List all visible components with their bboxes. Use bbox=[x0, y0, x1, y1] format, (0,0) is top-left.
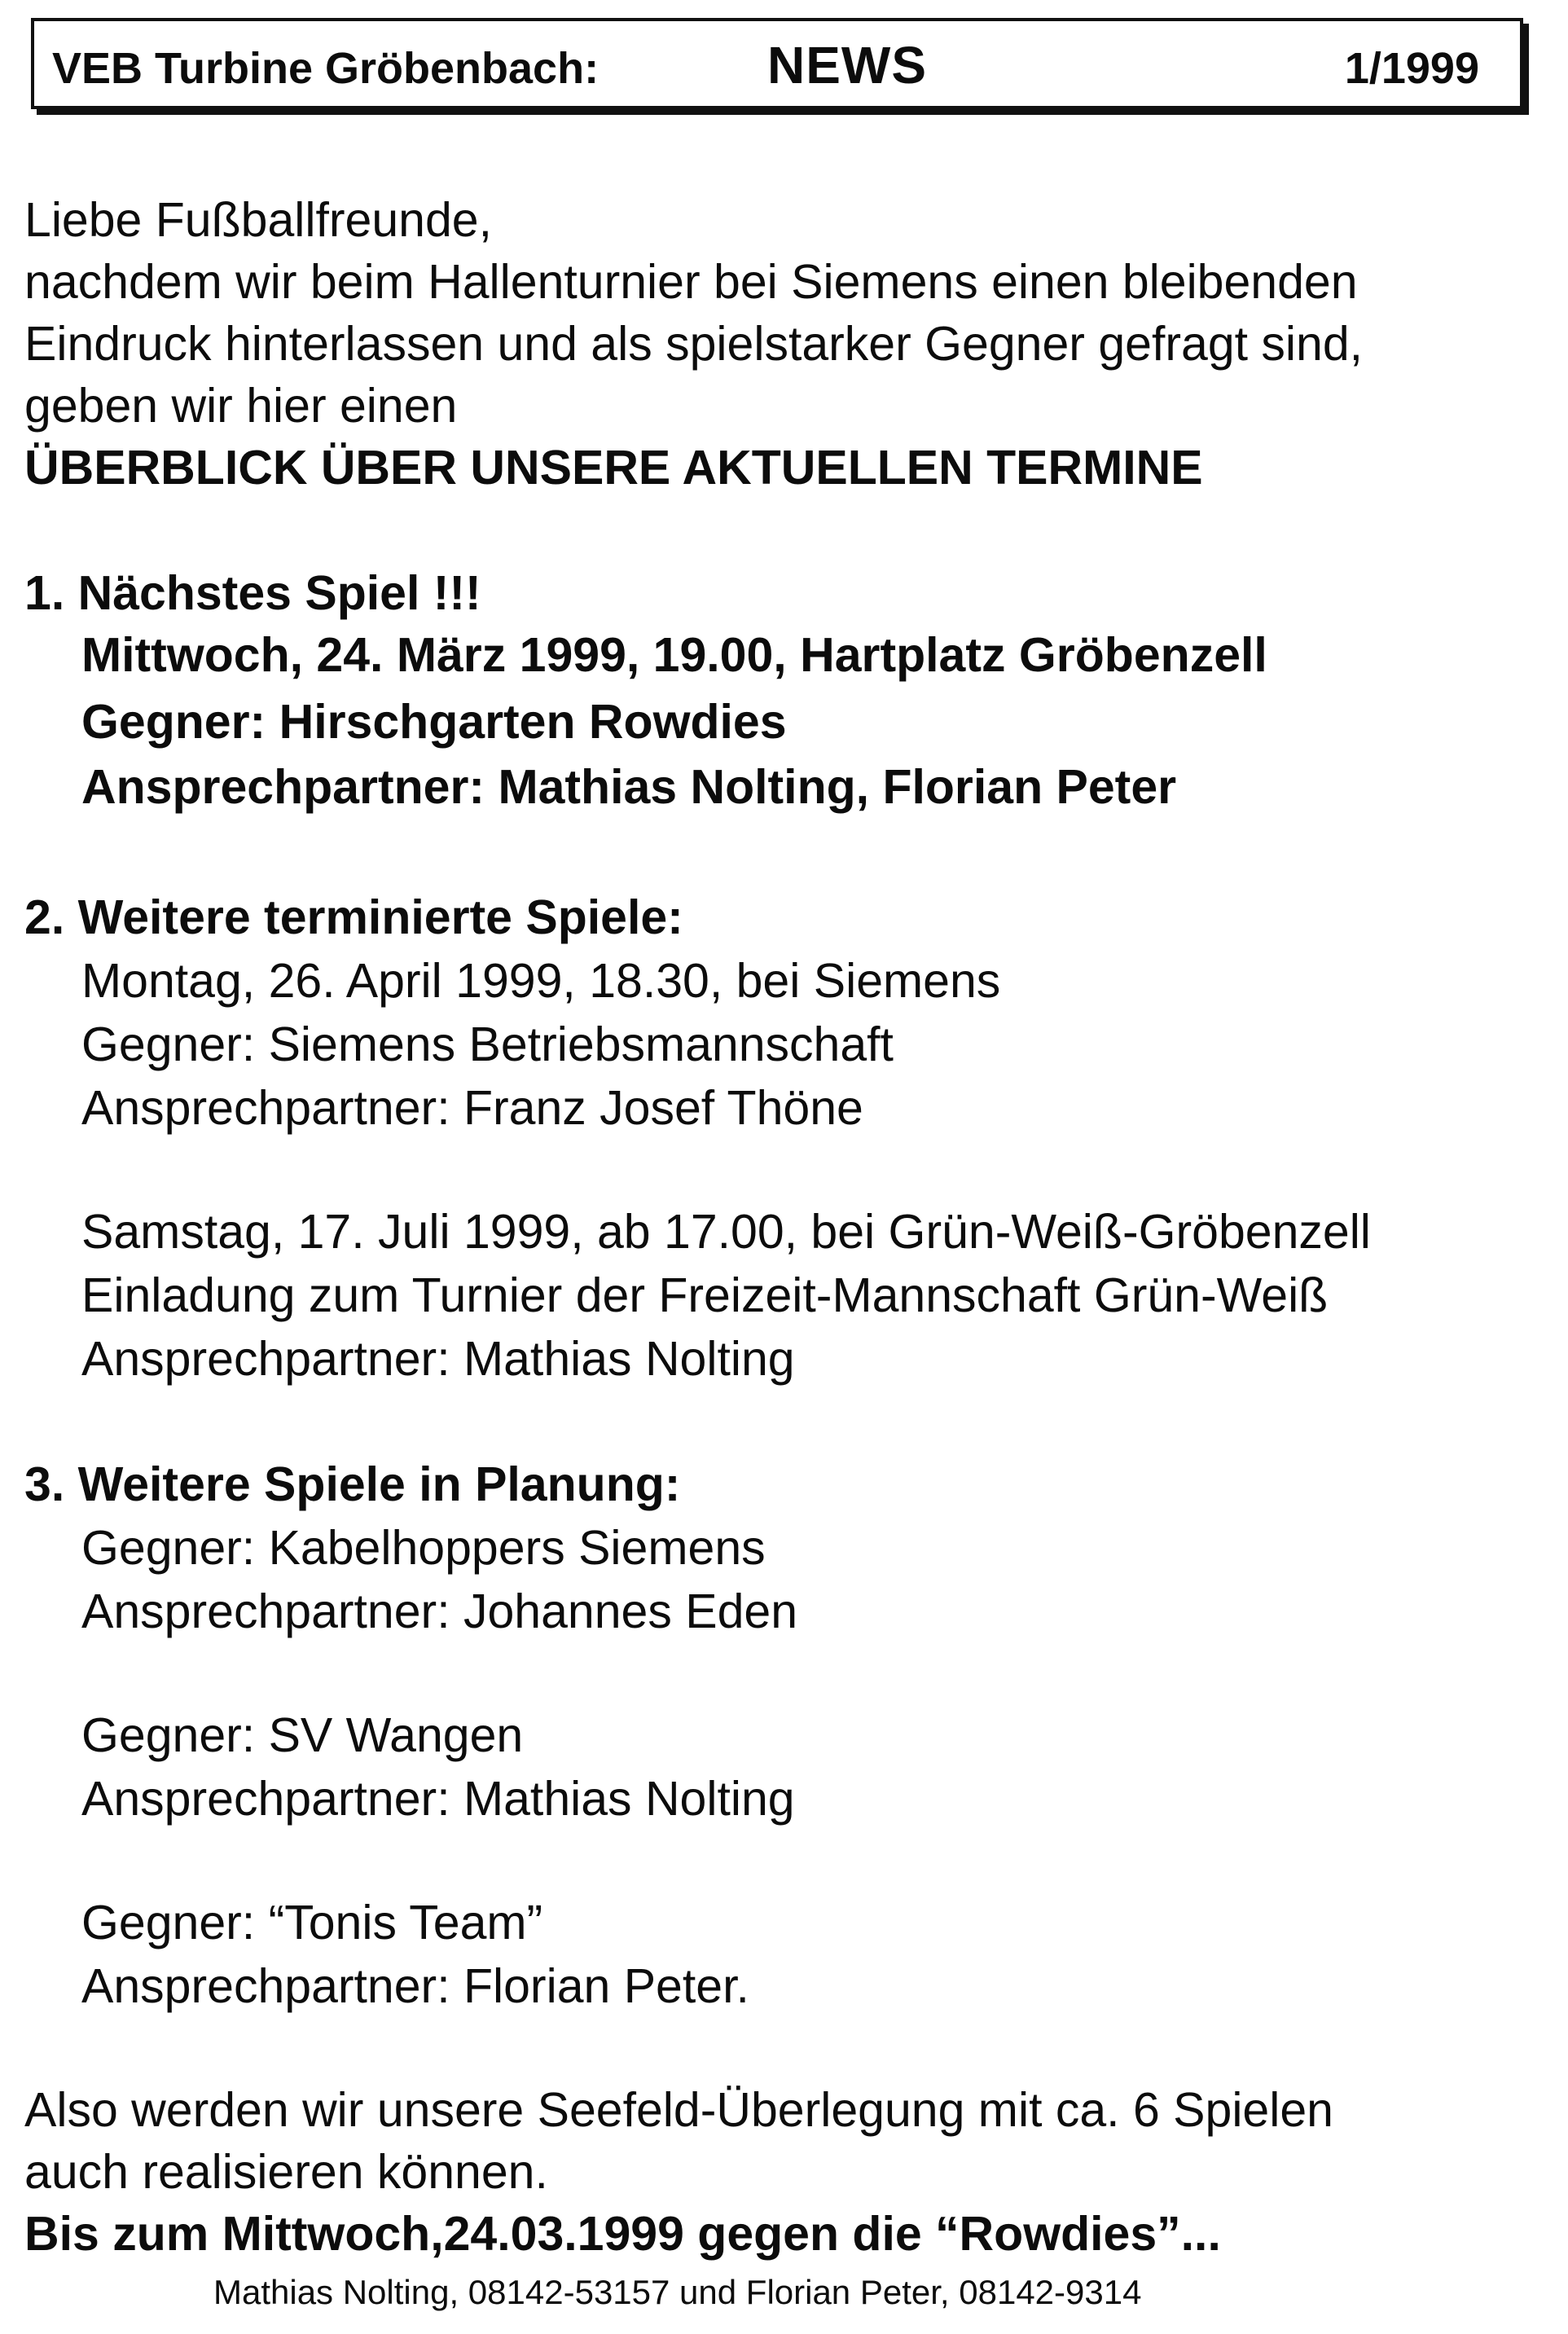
planned-game-1-opponent: Gegner: Kabelhoppers Siemens bbox=[81, 1521, 766, 1575]
next-game-contact: Ansprechpartner: Mathias Nolting, Florian Peter bbox=[81, 760, 1177, 814]
scheduled-game-2-date: Samstag, 17. Juli 1999, ab 17.00, bei Grün-Weiß-Gröbenzell bbox=[81, 1205, 1371, 1259]
planned-game-3-opponent: Gegner: “Tonis Team” bbox=[81, 1896, 543, 1949]
overview-headline: ÜBERBLICK ÜBER UNSERE AKTUELLEN TERMINE bbox=[24, 441, 1203, 494]
closing-line-2: auch realisieren können. bbox=[24, 2145, 548, 2199]
scheduled-game-2-contact: Ansprechpartner: Mathias Nolting bbox=[81, 1332, 795, 1386]
section-3-title: 3. Weitere Spiele in Planung: bbox=[24, 1457, 681, 1511]
newsletter-header bbox=[31, 18, 1523, 109]
issue-number: 1/1999 bbox=[1344, 44, 1479, 93]
closing-line-1: Also werden wir unsere Seefeld-Überlegung mit ca. 6 Spielen bbox=[24, 2083, 1333, 2137]
scheduled-game-1-contact: Ansprechpartner: Franz Josef Thöne bbox=[81, 1081, 863, 1135]
next-game-opponent: Gegner: Hirschgarten Rowdies bbox=[81, 695, 787, 749]
greeting: Liebe Fußballfreunde, bbox=[24, 193, 492, 247]
planned-game-2-opponent: Gegner: SV Wangen bbox=[81, 1708, 524, 1762]
footer-contacts: Mathias Nolting, 08142-53157 und Florian Peter, 08142-9314 bbox=[213, 2273, 1142, 2311]
section-2-title: 2. Weitere terminierte Spiele: bbox=[24, 890, 683, 944]
planned-game-3-contact: Ansprechpartner: Florian Peter. bbox=[81, 1959, 749, 2013]
news-title: NEWS bbox=[767, 36, 927, 95]
planned-game-2-contact: Ansprechpartner: Mathias Nolting bbox=[81, 1772, 795, 1826]
club-name: VEB Turbine Gröbenbach: bbox=[52, 44, 600, 93]
section-1-title: 1. Nächstes Spiel !!! bbox=[24, 566, 481, 620]
intro-line-1: nachdem wir beim Hallenturnier bei Siemens einen bleibenden bbox=[24, 255, 1358, 309]
intro-line-2: Eindruck hinterlassen und als spielstarker Gegner gefragt sind, bbox=[24, 317, 1364, 371]
scheduled-game-2-invite: Einladung zum Turnier der Freizeit-Mannschaft Grün-Weiß bbox=[81, 1268, 1329, 1322]
scheduled-game-1-date: Montag, 26. April 1999, 18.30, bei Siemens bbox=[81, 954, 1001, 1008]
scheduled-game-1-opponent: Gegner: Siemens Betriebsmannschaft bbox=[81, 1018, 894, 1071]
next-game-date: Mittwoch, 24. März 1999, 19.00, Hartplatz Gröbenzell bbox=[81, 628, 1267, 682]
signoff: Bis zum Mittwoch,24.03.1999 gegen die “Rowdies”... bbox=[24, 2207, 1221, 2261]
planned-game-1-contact: Ansprechpartner: Johannes Eden bbox=[81, 1585, 798, 1638]
intro-line-3: geben wir hier einen bbox=[24, 379, 458, 433]
